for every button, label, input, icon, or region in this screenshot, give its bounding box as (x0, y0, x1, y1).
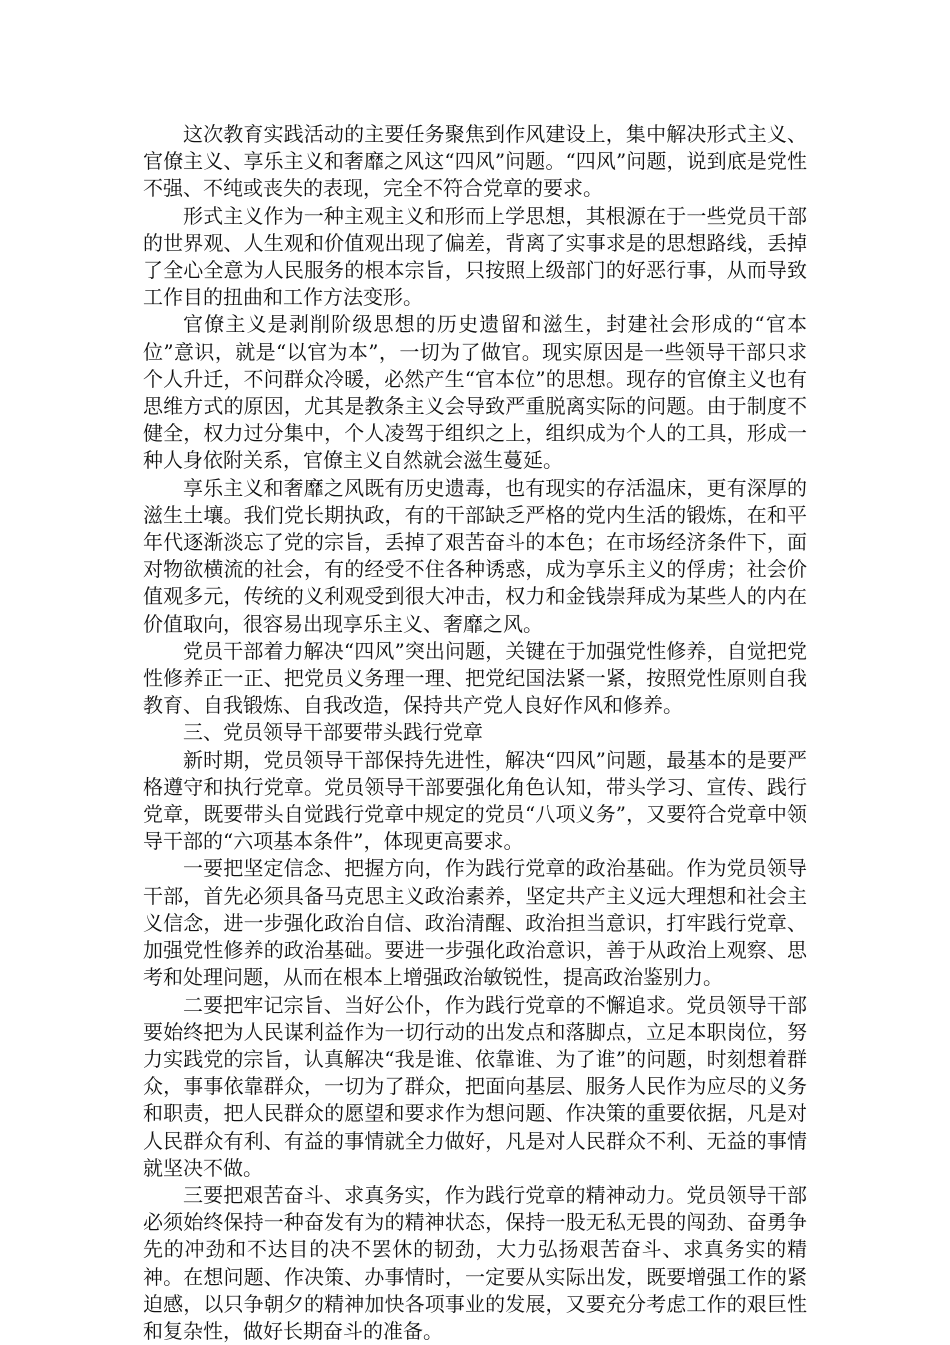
paragraph-hedonism-extravagance: 享乐主义和奢靡之风既有历史遗毒，也有现实的存活温床，更有深厚的滋生土壤。我们党长期执政，有的干部缺乏严格的党内生活的锻炼，在和平年代逐渐淡忘了党的宗旨，丢掉了艰苦奋斗的本色；在市场经济条件下，面对物欲横流的社会，有的经受不住各种诱惑，成为享乐主义的俘虏；社会价值观多元，传统的义利观受到很大冲击，权力和金钱崇拜成为某些人的内在价值取向，很容易出现享乐主义、奢靡之风。 (143, 475, 807, 636)
paragraph-first-political-foundation: 一要把坚定信念、把握方向，作为践行党章的政治基础。作为党员领导干部，首先必须具备马克思主义政治素养，坚定共产主义远大理想和社会主义信念，进一步强化政治自信、政治清醒、政治担当意识，打牢践行党章、加强党性修养的政治基础。要进一步强化政治意识，善于从政治上观察、思考和处理问题，从而在根本上增强政治敏锐性，提高政治鉴别力。 (143, 856, 807, 990)
paragraph-intro-four-styles: 这次教育实践活动的主要任务聚焦到作风建设上，集中解决形式主义、官僚主义、享乐主义和奢靡之风这“四风”问题。“四风”问题，说到底是党性不强、不纯或丧失的表现，完全不符合党章的要求。 (143, 122, 807, 201)
paragraph-party-spirit-cultivation: 党员干部着力解决“四风”突出问题，关键在于加强党性修养，自觉把党性修养正一正、把党员义务理一理、把党纪国法紧一紧，按照党性原则自我教育、自我锻炼、自我改造，保持共产党人良好作风和修养。 (143, 638, 807, 718)
paragraph-third-hard-work: 三要把艰苦奋斗、求真务实，作为践行党章的精神动力。党员领导干部必须始终保持一种奋发有为的精神状态，保持一股无私无畏的闯劲、奋勇争先的冲劲和不达目的决不罢休的韧劲，大力弘扬艰苦奋斗、求真务实的精神。在想问题、作决策、办事情时，一定要从实际出发，既要增强工作的紧迫感，以只争朝夕的精神加快各项事业的发展，又要充分考虑工作的艰巨性和复杂性，做好长期奋斗的准备。 (143, 1182, 807, 1343)
section-heading-three: 三、党员领导干部要带头践行党章 (183, 720, 483, 745)
paragraph-bureaucratism: 官僚主义是剥削阶级思想的历史遗留和滋生，封建社会形成的“官本位”意识，就是“以官为本”，一切为了做官。现实原因是一些领导干部只求个人升迁，不问群众冷暖，必然产生“官本位”的思想。现存的官僚主义也有思维方式的原因，尤其是教条主义会导致严重脱离实际的问题。由于制度不健全，权力过分集中，个人凌驾于组织之上，组织成为个人的工具，形成一种人身依附关系，官僚主义自然就会滋生蔓延。 (143, 312, 807, 473)
paragraph-second-serve-people: 二要把牢记宗旨、当好公仆，作为践行党章的不懈追求。党员领导干部要始终把为人民谋利益作为一切行动的出发点和落脚点，立足本职岗位，努力实践党的宗旨，认真解决“我是谁、依靠谁、为了谁”的问题，时刻想着群众，事事依靠群众，一切为了群众，把面向基层、服务人民作为应尽的义务和职责，把人民群众的愿望和要求作为想问题、作决策的重要依据，凡是对人民群众有利、有益的事情就全力做好，凡是对人民群众不利、无益的事情就坚决不做。 (143, 992, 807, 1180)
paragraph-formalism: 形式主义作为一种主观主义和形而上学思想，其根源在于一些党员干部的世界观、人生观和价值观出现了偏差，背离了实事求是的思想路线，丢掉了全心全意为人民服务的根本宗旨，只按照上级部门的好恶行事，从而导致工作目的扭曲和工作方法变形。 (143, 203, 807, 310)
document-body (143, 121, 807, 1345)
paragraph-new-era-constitution: 新时期，党员领导干部保持先进性，解决“四风”问题，最基本的是要严格遵守和执行党章。党员领导干部要强化角色认知，带头学习、宣传、践行党章，既要带头自觉践行党章中规定的党员“八项义务”，又要符合党章中领导干部的“六项基本条件”，体现更高要求。 (143, 747, 807, 854)
